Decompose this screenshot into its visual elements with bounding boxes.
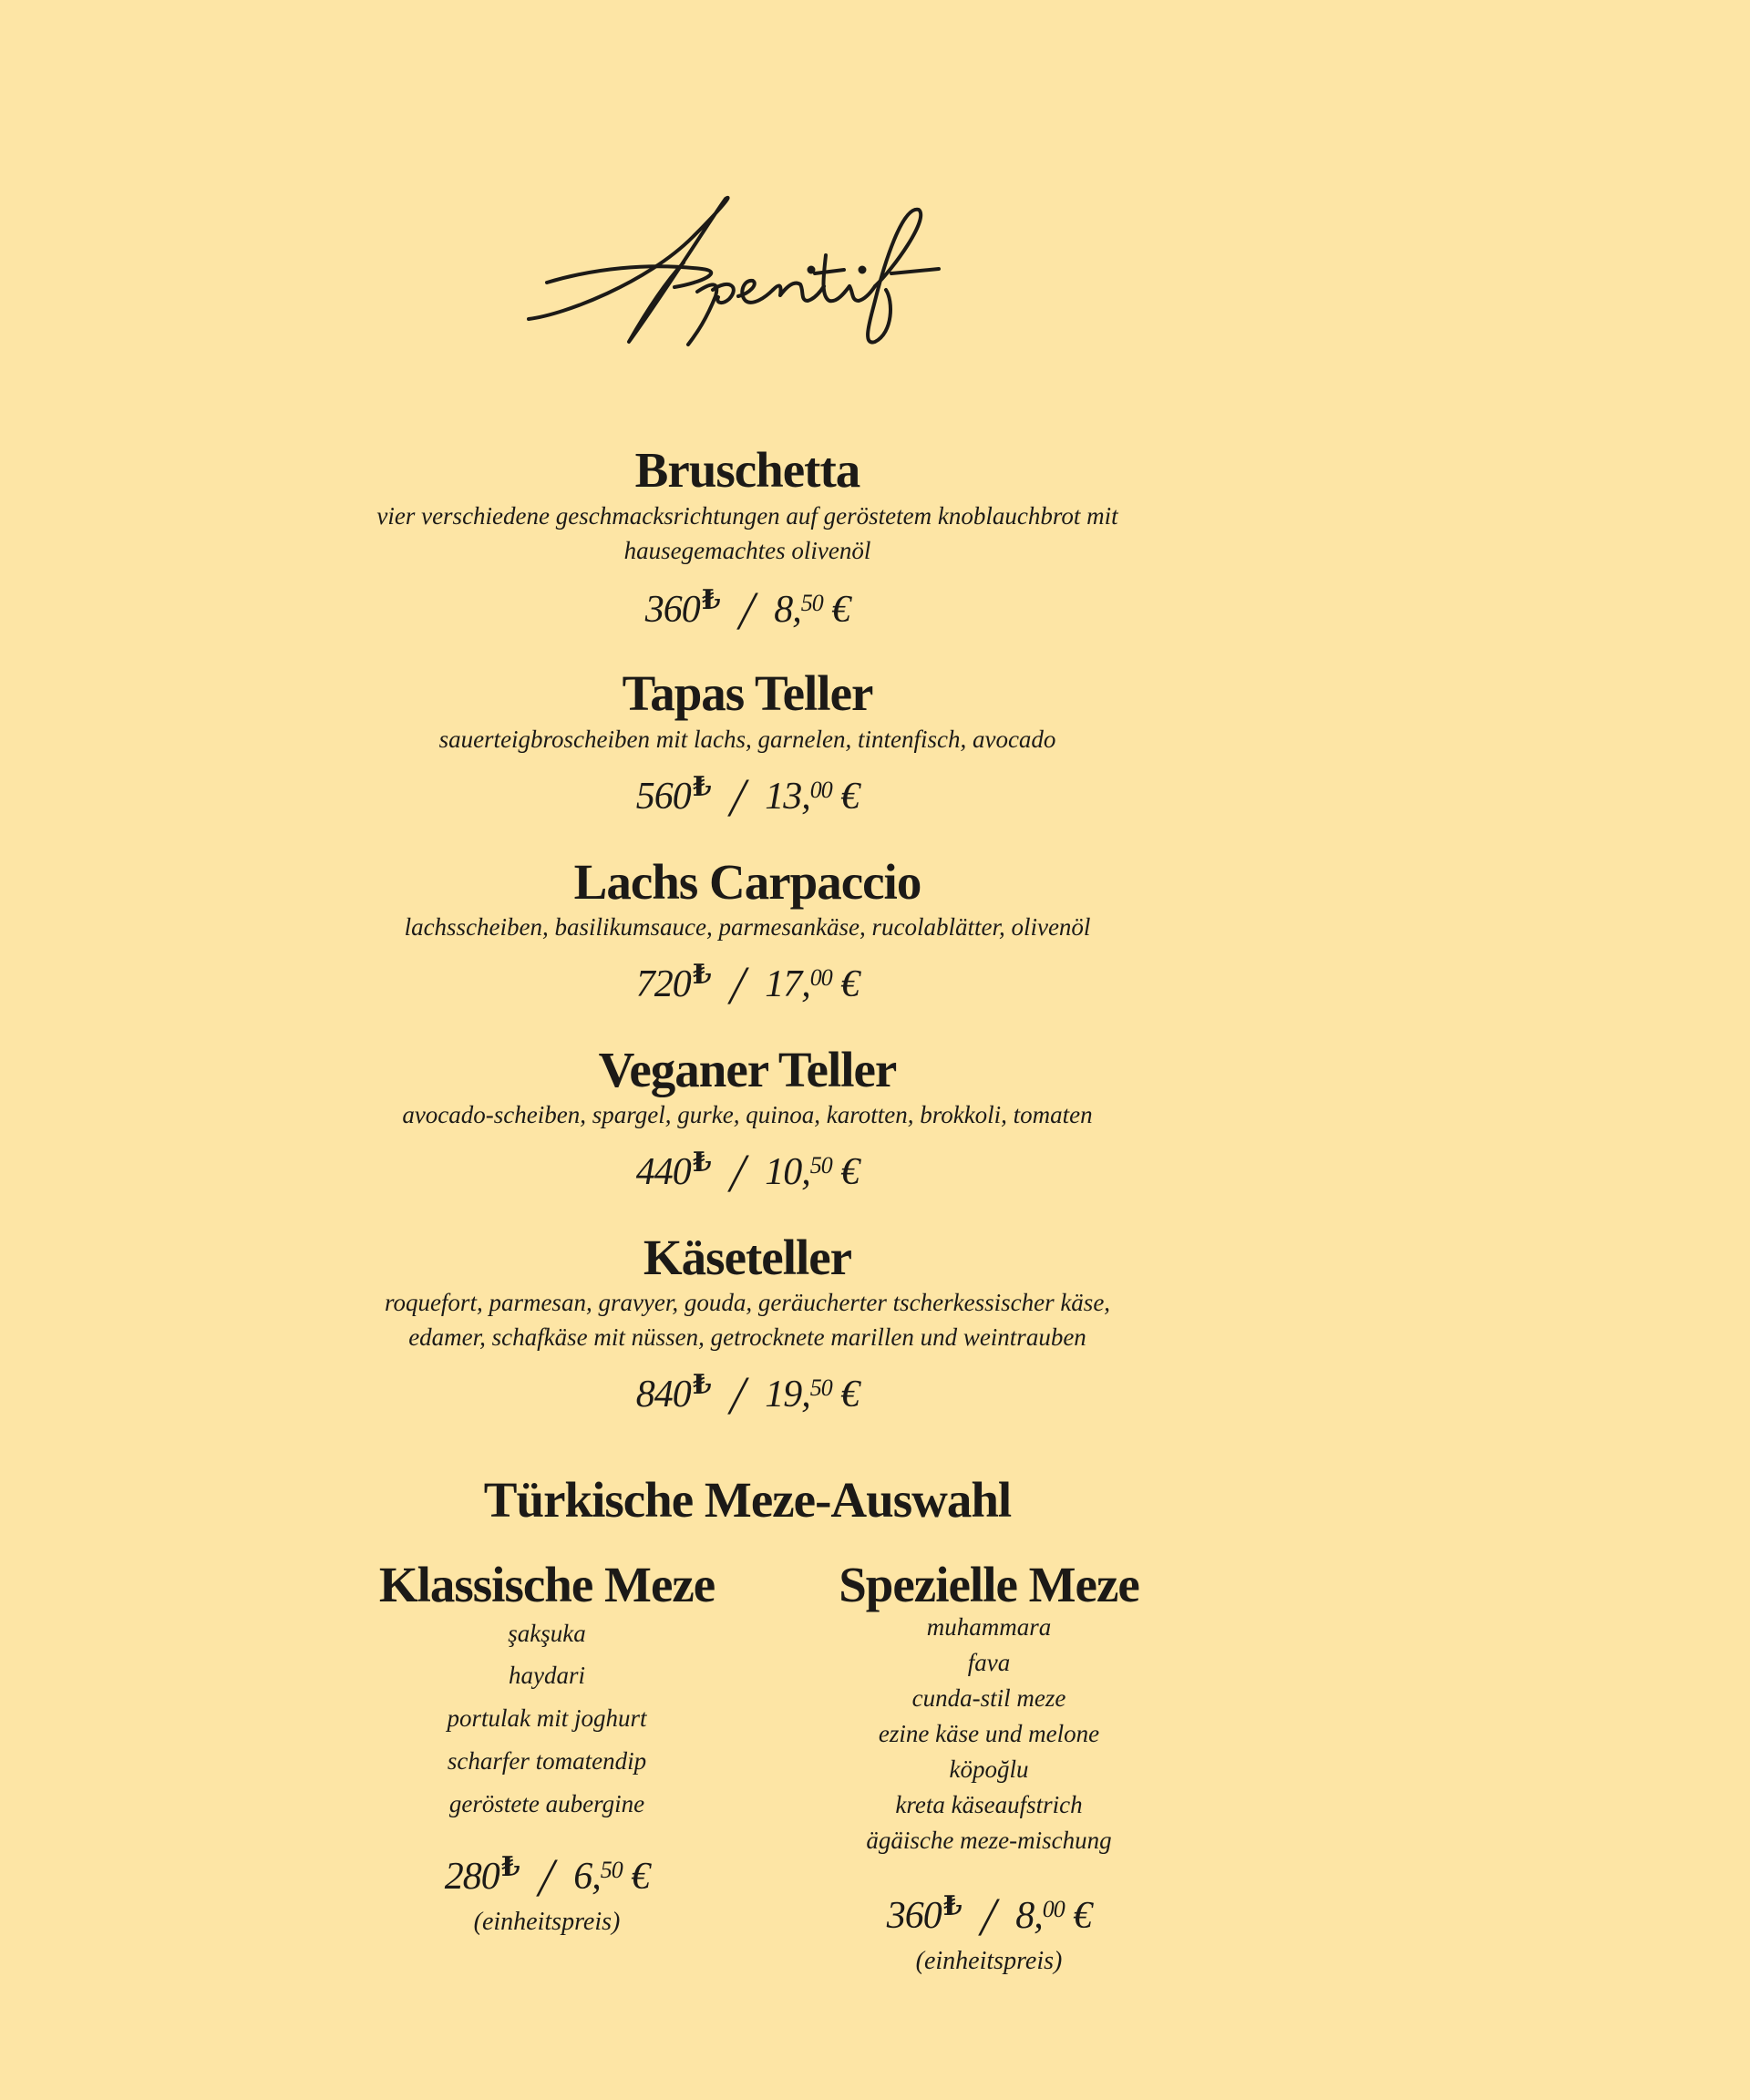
meze-item: portulak mit joghurt <box>447 1704 647 1732</box>
price-divider: / <box>725 767 751 828</box>
price-eur-cents: 00 <box>809 964 832 991</box>
price-eur: 6, <box>573 1856 601 1898</box>
meze-item: kreta käseaufstrich <box>895 1791 1083 1818</box>
price-eur: 8, <box>1015 1895 1043 1937</box>
dish-name: Lachs Carpaccio <box>573 854 921 910</box>
euro-symbol: € <box>1073 1895 1092 1937</box>
meze-column-title: Klassische Meze <box>378 1557 715 1612</box>
price-eur-cents: 50 <box>800 590 823 616</box>
price-divider: / <box>725 1365 751 1426</box>
dish-description: sauerteigbroscheiben mit lachs, garnelen, tintenfisch, avocado <box>438 726 1056 753</box>
price-eur: 13, <box>765 776 810 818</box>
price-try: 360 <box>644 589 700 631</box>
dish-price <box>635 1365 860 1426</box>
dish-description: edamer, schafkäse mit nüssen, getrocknete marillen und weintrauben <box>408 1323 1086 1351</box>
price-eur: 10, <box>765 1151 810 1193</box>
meze-price <box>444 1848 650 1908</box>
meze-item: fava <box>967 1649 1011 1676</box>
price-eur-cents: 50 <box>600 1857 623 1883</box>
price-try: 840 <box>635 1374 691 1415</box>
price-eur: 17, <box>765 963 810 1005</box>
price-divider: / <box>725 955 751 1015</box>
lira-symbol: ₺ <box>692 1148 711 1178</box>
dish-name: Tapas Teller <box>622 665 873 721</box>
meze-item: köpoğlu <box>949 1755 1029 1783</box>
page-title-script <box>510 182 984 355</box>
price-divider: / <box>975 1887 1002 1947</box>
lira-symbol: ₺ <box>692 772 711 802</box>
meze-item: ägäische meze-mischung <box>866 1827 1112 1854</box>
price-eur-cents: 50 <box>809 1152 832 1179</box>
dish-price <box>635 767 860 828</box>
lira-symbol: ₺ <box>942 1891 962 1921</box>
lira-symbol: ₺ <box>701 585 720 615</box>
meze-item: cunda-stil meze <box>911 1684 1066 1712</box>
meze-item: haydari <box>509 1662 585 1689</box>
dish-description: avocado-scheiben, spargel, gurke, quinoa, karotten, brokkoli, tomaten <box>402 1101 1093 1128</box>
euro-symbol: € <box>831 589 850 631</box>
euro-symbol: € <box>631 1856 650 1898</box>
meze-item: ezine käse und melone <box>878 1720 1100 1747</box>
euro-symbol: € <box>840 1151 860 1193</box>
price-try: 560 <box>635 776 691 818</box>
dish-name: Veganer Teller <box>598 1042 897 1097</box>
meze-price <box>886 1887 1092 1947</box>
euro-symbol: € <box>840 776 860 818</box>
price-divider: / <box>734 581 760 641</box>
dish-price <box>635 955 860 1015</box>
dish-description: roquefort, parmesan, gravyer, gouda, geräucherter tscherkessischer käse, <box>384 1289 1111 1316</box>
euro-symbol: € <box>840 1374 860 1415</box>
dish-description: hausegemachtes olivenöl <box>623 537 871 564</box>
dish-price <box>644 581 850 641</box>
price-try: 360 <box>886 1895 942 1937</box>
price-eur-cents: 50 <box>809 1374 832 1401</box>
meze-item: muhammara <box>926 1613 1052 1641</box>
unit-price-note: (einheitspreis) <box>915 1947 1063 1975</box>
meze-item: şakşuka <box>508 1620 586 1647</box>
dish-name: Käseteller <box>643 1230 852 1285</box>
lira-symbol: ₺ <box>692 1370 711 1400</box>
meze-column-title: Spezielle Meze <box>839 1557 1139 1612</box>
dish-description: lachsscheiben, basilikumsauce, parmesankäse, rucolablätter, olivenöl <box>404 913 1091 941</box>
lira-symbol: ₺ <box>500 1852 520 1882</box>
price-try: 280 <box>444 1856 499 1898</box>
lira-symbol: ₺ <box>692 960 711 990</box>
meze-item: scharfer tomatendip <box>447 1747 647 1775</box>
unit-price-note: (einheitspreis) <box>473 1908 621 1936</box>
price-eur: 8, <box>774 589 801 631</box>
aperitif-script-lettering <box>510 182 984 355</box>
dish-name: Bruschetta <box>634 442 860 498</box>
meze-item: geröstete aubergine <box>448 1790 645 1817</box>
price-divider: / <box>725 1143 751 1203</box>
section-title: Türkische Meze-Auswahl <box>483 1472 1012 1528</box>
price-divider: / <box>533 1848 560 1908</box>
price-eur-cents: 00 <box>809 777 832 803</box>
price-eur-cents: 00 <box>1042 1896 1065 1922</box>
dish-description: vier verschiedene geschmacksrichtungen auf geröstetem knoblauchbrot mit <box>376 502 1118 530</box>
euro-symbol: € <box>840 963 860 1005</box>
price-try: 720 <box>635 963 691 1005</box>
price-eur: 19, <box>765 1374 810 1415</box>
price-try: 440 <box>635 1151 691 1193</box>
dish-price <box>635 1143 860 1203</box>
